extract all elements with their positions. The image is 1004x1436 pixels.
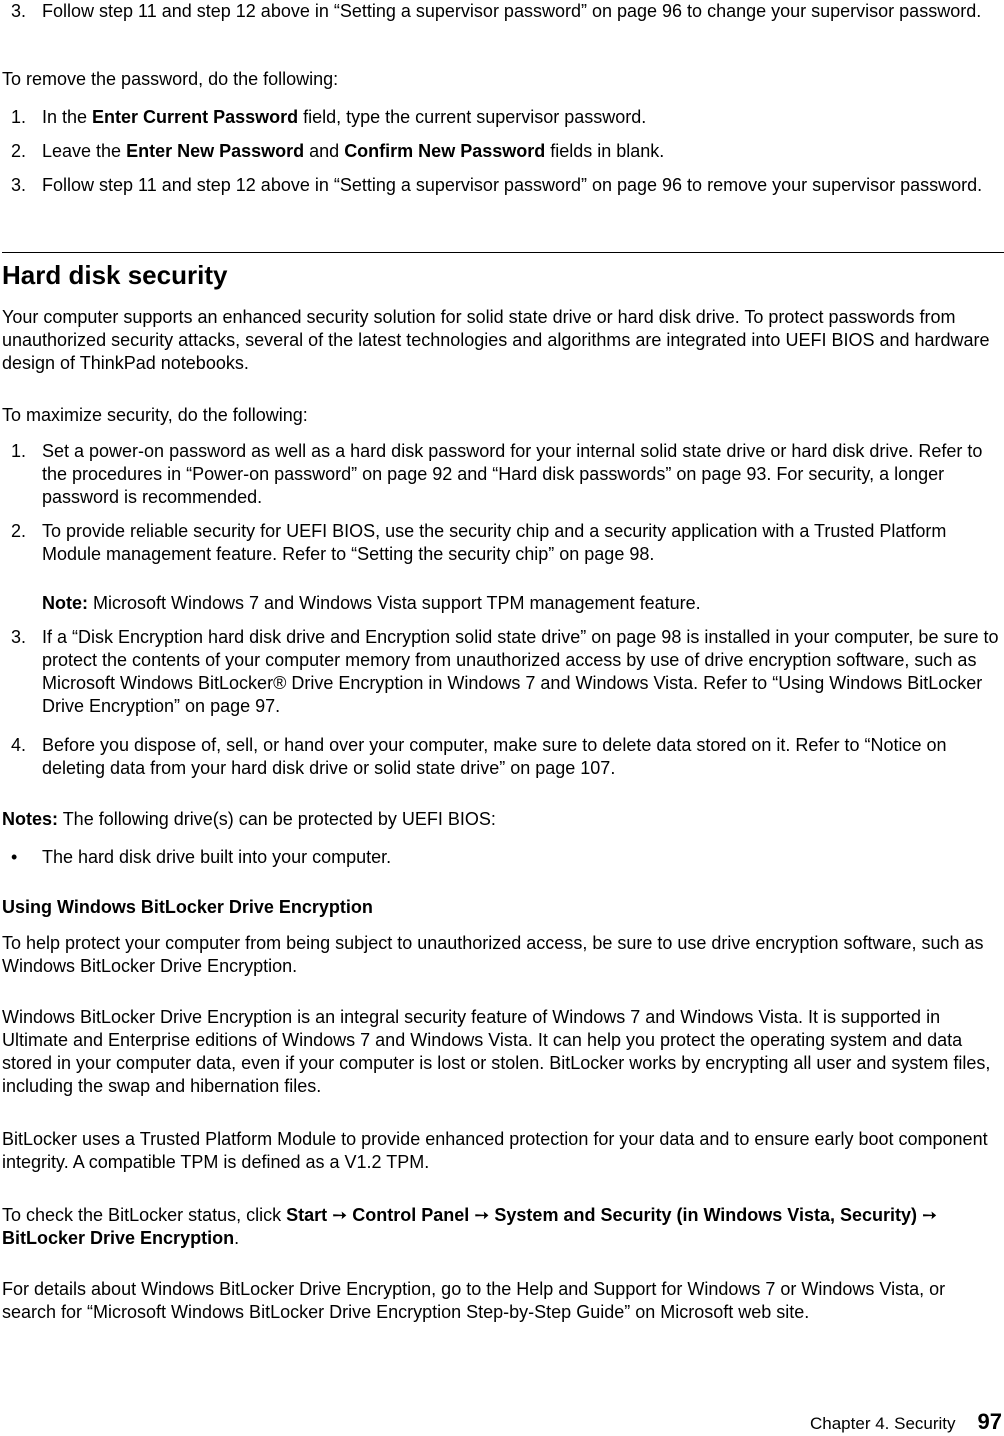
remove-intro: To remove the password, do the following: <box>2 69 339 89</box>
list-text: Before you dispose of, sell, or hand over your computer, make sure to delete data stored on it. Refer to “Notice on deleting data from your hard disk drive or solid state drive” on page 107. <box>42 735 947 778</box>
notes-label: Notes: <box>2 809 59 829</box>
list-text: In the Enter Current Password field, type the current supervisor password. <box>42 107 647 127</box>
list-item <box>2 520 1002 566</box>
page-number: 97 <box>977 1409 1002 1434</box>
list-number: 3. <box>11 627 27 647</box>
bitlocker-paragraph: To help protect your computer from being subject to unauthorized access, be sure to use drive encryption software, such as Windows BitLocker Drive Encryption. <box>2 933 984 976</box>
bitlocker-paragraph: Windows BitLocker Drive Encryption is an integral security feature of Windows 7 and Windows Vista. It is supported in Ultimate and Enterprise editions of Windows 7 and Windows Vista. It can help you protect the operating system and data stored in your computer data, even if your computer is lost or stolen. BitLocker works by encrypting all user and system files, including the swap and hibernation files. <box>2 1007 991 1096</box>
list-number: 3. <box>11 175 27 195</box>
page-footer <box>810 1410 1002 1435</box>
menu-path-control-panel: Control Panel <box>352 1205 470 1225</box>
arrow-icon: ➙ <box>474 1205 490 1225</box>
section-divider <box>2 252 1004 253</box>
intro-paragraph: Your computer supports an enhanced security solution for solid state drive or hard disk drive. To protect passwords from unauthorized security attacks, several of the latest technologies and algorithms are integrated into UEFI BIOS and hardware design of ThinkPad notebooks. <box>2 307 990 373</box>
list-number: 2. <box>11 141 27 161</box>
arrow-icon: ➙ <box>332 1205 348 1225</box>
menu-path-bitlocker: BitLocker Drive Encryption <box>2 1228 235 1248</box>
bullet-text: The hard disk drive built into your computer. <box>42 847 392 867</box>
list-item <box>2 440 1002 509</box>
note-label: Note: <box>42 593 88 613</box>
arrow-icon: ➙ <box>922 1205 938 1225</box>
bullet-item <box>2 846 1002 869</box>
list-text: Follow step 11 and step 12 above in “Setting a supervisor password” on page 96 to remove your supervisor password. <box>42 175 983 195</box>
subsection-title: Using Windows BitLocker Drive Encryption <box>2 897 373 917</box>
menu-path-system-security: System and Security (in Windows Vista, Security) <box>494 1205 918 1225</box>
notes: Notes: The following drive(s) can be protected by UEFI BIOS: <box>2 809 496 829</box>
list-number: 1. <box>11 441 27 461</box>
list-text: Leave the Enter New Password and Confirm New Password fields in blank. <box>42 141 665 161</box>
list-number: 3. <box>11 1 27 21</box>
list-number: 1. <box>11 107 27 127</box>
menu-path-start: Start <box>286 1205 328 1225</box>
list-number: 4. <box>11 735 27 755</box>
list-item <box>2 626 1002 718</box>
list-text: Set a power-on password as well as a hard disk password for your internal solid state drive or hard disk drive. Refer to the procedures in “Power-on password” on page 92 and “Hard disk passwords” on page 93. For security, a longer password is recommended. <box>42 441 983 507</box>
footer-chapter: Chapter 4. Security <box>810 1414 956 1433</box>
section-title: Hard disk security <box>2 260 228 290</box>
bitlocker-paragraph: For details about Windows BitLocker Drive Encryption, go to the Help and Support for Windows 7 or Windows Vista, or search for “Microsoft Windows BitLocker Drive Encryption Step-by-Step Guide” on Microsoft web site. <box>2 1279 946 1322</box>
bullet-dot: • <box>11 847 18 867</box>
list-number: 2. <box>11 521 27 541</box>
list-item <box>2 174 1002 197</box>
note: Note: Microsoft Windows 7 and Windows Vista support TPM management feature. <box>42 593 701 613</box>
bitlocker-paragraph: BitLocker uses a Trusted Platform Module to provide enhanced protection for your data and to ensure early boot component integrity. A compatible TPM is defined as a V1.2 TPM. <box>2 1129 988 1172</box>
list-item <box>2 0 1002 23</box>
list-item <box>2 106 1002 129</box>
list-text: To provide reliable security for UEFI BIOS, use the security chip and a security application with a Trusted Platform Module management feature. Refer to “Setting the security chip” on page 98. <box>42 521 947 564</box>
list-text: Follow step 11 and step 12 above in “Setting a supervisor password” on page 96 to change your supervisor password. <box>42 1 982 21</box>
bitlocker-status-paragraph: To check the BitLocker status, click Start ➙ Control Panel ➙ System and Security (in Windows Vista, Security) ➙ BitLocker Drive Encryption. <box>2 1205 938 1248</box>
list-item <box>2 140 1002 163</box>
list-text: If a “Disk Encryption hard disk drive and Encryption solid state drive” on page 98 is installed in your computer, be sure to protect the contents of your computer memory from unauthorized access by use of drive encryption software, such as Microsoft Windows BitLocker® Drive Encryption in Windows 7 and Windows Vista. Refer to “Using Windows BitLocker Drive Encryption” on page 97. <box>42 627 999 716</box>
list-item <box>2 734 1002 780</box>
maximize-intro: To maximize security, do the following: <box>2 405 308 425</box>
